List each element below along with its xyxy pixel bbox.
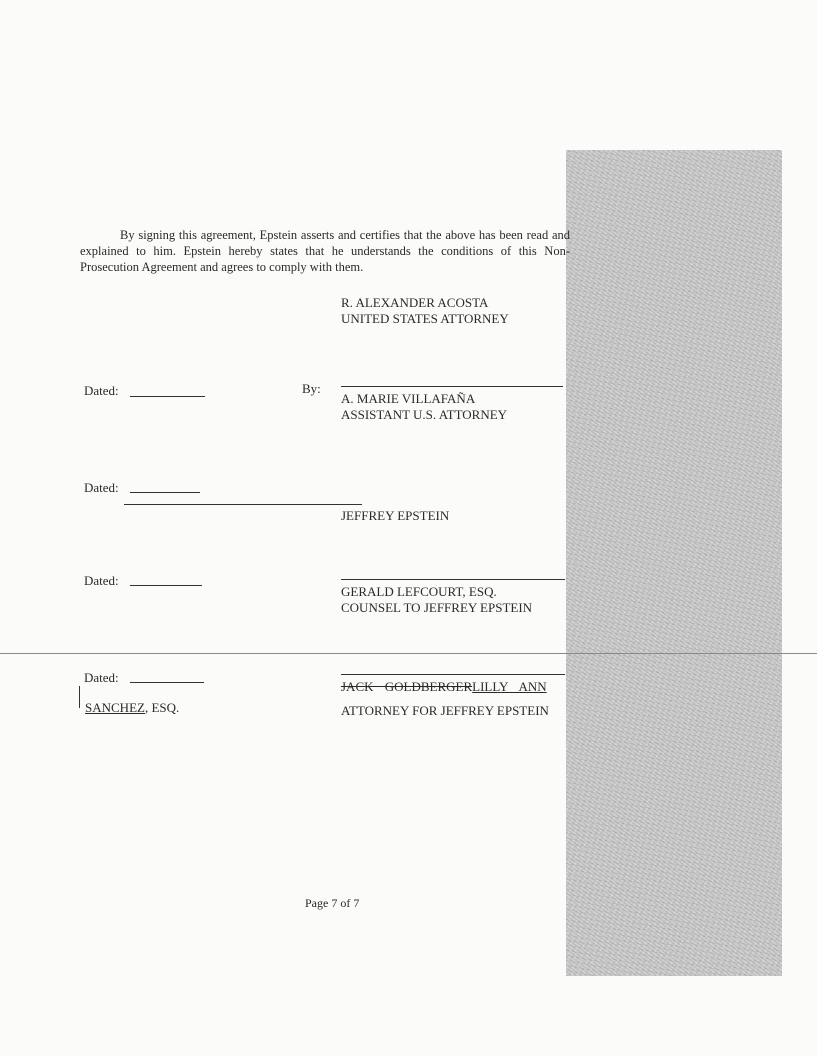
epstein-name: JEFFREY EPSTEIN: [341, 508, 450, 523]
signature-line: [341, 386, 563, 387]
redaction-noise-block: [566, 150, 782, 976]
counsel2-name-line: [341, 679, 547, 695]
us-attorney-title: UNITED STATES ATTORNEY: [341, 311, 509, 326]
date-line: [130, 396, 205, 397]
signature-line: [341, 674, 565, 675]
us-attorney-name: R. ALEXANDER ACOSTA: [341, 295, 489, 310]
date-line: [130, 585, 202, 586]
struck-name: JACK GOLDBERGER: [341, 679, 473, 694]
date-line: [130, 492, 200, 493]
paragraph-text: By signing this agreement, Epstein asserts and certifies that the above has been read and explained to him. Epstein hereby states that he understands the conditions of this Non-Prosecution Agreement and agrees to comply with them.: [80, 228, 570, 274]
dated-label: Dated:: [84, 480, 119, 495]
counsel1-title: COUNSEL TO JEFFREY EPSTEIN: [341, 600, 533, 615]
counsel2-name-continued: [85, 700, 179, 716]
signature-line: [341, 579, 565, 580]
inserted-name: LILLY ANN: [472, 679, 547, 694]
counsel1-name: GERALD LEFCOURT, ESQ.: [341, 584, 497, 599]
counsel2-title: ATTORNEY FOR JEFFREY EPSTEIN: [341, 703, 549, 718]
signature-line: [124, 504, 362, 505]
ausa-name: A. MARIE VILLAFAÑA: [341, 391, 476, 406]
fold-line: [0, 653, 817, 654]
dated-label: Dated:: [84, 383, 119, 398]
dated-label: Dated:: [84, 573, 119, 588]
date-line: [130, 682, 204, 683]
esq-suffix: , ESQ.: [144, 700, 180, 715]
dated-label: Dated:: [84, 670, 119, 685]
ausa-title: ASSISTANT U.S. ATTORNEY: [341, 407, 508, 422]
page-footer: Page 7 of 7: [305, 896, 360, 910]
by-label: By:: [302, 381, 321, 396]
margin-change-bar: [79, 686, 80, 708]
inserted-name-continued: SANCHEZ: [85, 700, 145, 715]
certification-paragraph: [80, 227, 570, 275]
